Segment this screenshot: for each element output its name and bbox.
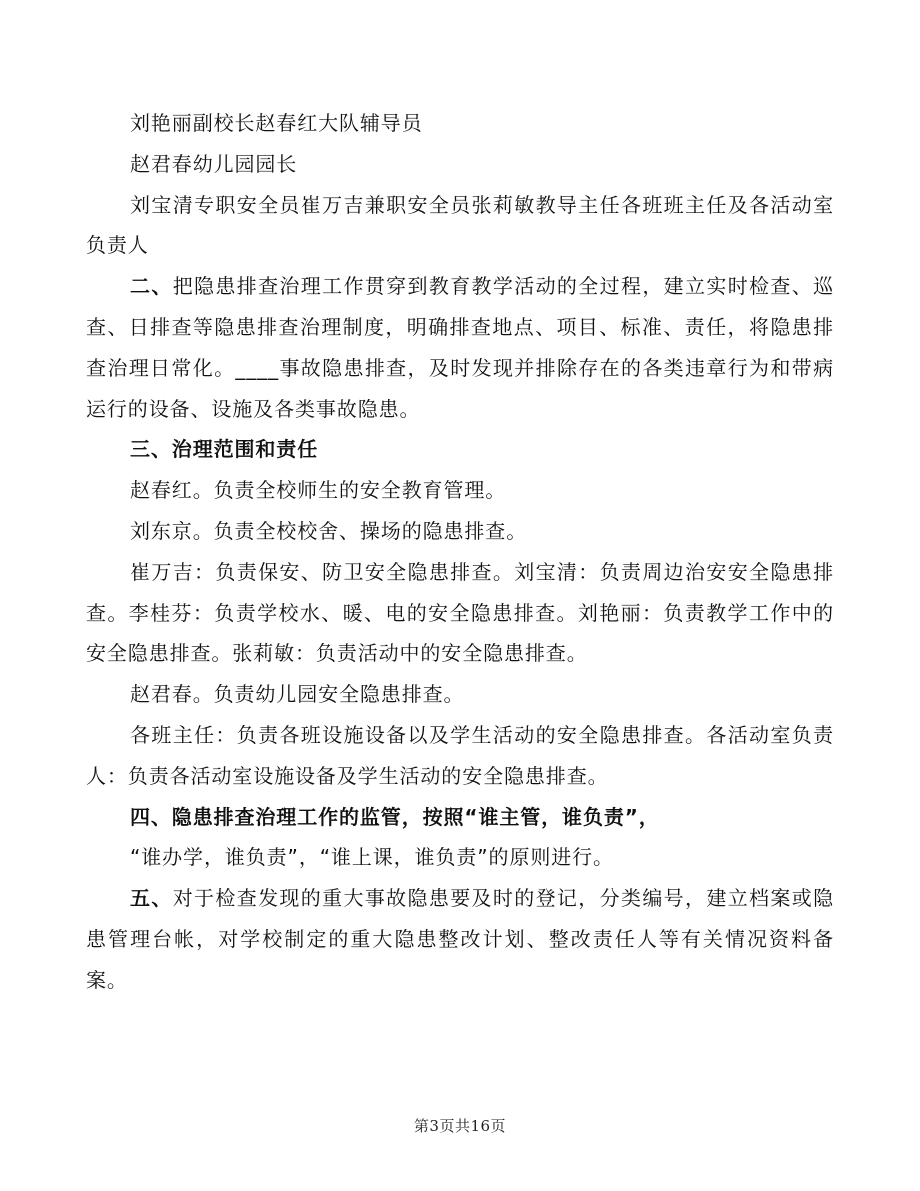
- section-number: 二、: [130, 274, 173, 299]
- paragraph-principle: [86, 837, 834, 878]
- paragraph-text: 对于检查发现的重大事故隐患要及时的登记，分类编号，建立档案或隐患管理台帐，对学校制定的重大隐患整改计划、整改责任人等有关情况资料备案。: [86, 886, 834, 992]
- section-heading-4: [86, 797, 834, 838]
- paragraph-staff-3: [86, 185, 834, 267]
- paragraph-text: 各班主任：负责各班设施设备以及学生活动的安全隐患排查。各活动室负责人：负责各活动室设施设备及学生活动的安全隐患排查。: [86, 722, 834, 788]
- heading-text: 四、隐患排查治理工作的监管，按照“谁主管，谁负责”，: [130, 804, 660, 829]
- paragraph-text: 赵春红。负责全校师生的安全教育管理。: [130, 478, 507, 503]
- paragraph-duty-1: [86, 470, 834, 511]
- paragraph-text: 刘东京。负责全校校舍、操场的隐患排查。: [130, 518, 528, 543]
- section-heading-3: [86, 429, 834, 470]
- paragraph-duty-5: [86, 715, 834, 797]
- page-number-footer: 第3页共16页: [413, 1117, 507, 1135]
- paragraph-text: 刘宝清专职安全员崔万吉兼职安全员张莉敏教导主任各班班主任及各活动室负责人: [86, 192, 834, 258]
- section-number: 五、: [130, 886, 173, 911]
- paragraph-text: 赵君春幼儿园园长: [130, 151, 298, 176]
- paragraph-text: “谁办学，谁负责”，“谁上课，谁负责”的原则进行。: [130, 845, 614, 870]
- heading-text: 三、治理范围和责任: [130, 437, 319, 462]
- paragraph-text: 崔万吉：负责保安、防卫安全隐患排查。刘宝清：负责周边治安安全隐患排查。李桂芬：负责学校水、暖、电的安全隐患排查。刘艳丽：负责教学工作中的安全隐患排查。张莉敏：负责活动中的安全隐患排查。: [86, 559, 834, 666]
- paragraph-section-2: [86, 266, 834, 429]
- paragraph-duty-2: [86, 511, 834, 552]
- paragraph-duty-3: [86, 552, 834, 674]
- paragraph-section-5: [86, 878, 834, 1000]
- paragraph-duty-4: [86, 674, 834, 715]
- paragraph-staff-2: [86, 144, 834, 185]
- document-body: [86, 103, 834, 1001]
- paragraph-text: 把隐患排查治理工作贯穿到教育教学活动的全过程，建立实时检查、巡查、日排查等隐患排查治理制度，明确排查地点、项目、标准、责任，将隐患排查治理日常化。____事故隐患排查，及时发现并排除存在的各类违章行为和带病运行的设备、设施及各类事故隐患。: [86, 274, 834, 421]
- paragraph-text: 赵君春。负责幼儿园安全隐患排查。: [130, 682, 465, 707]
- paragraph-staff-1: [86, 103, 834, 144]
- paragraph-text: 刘艳丽副校长赵春红大队辅导员: [130, 111, 423, 135]
